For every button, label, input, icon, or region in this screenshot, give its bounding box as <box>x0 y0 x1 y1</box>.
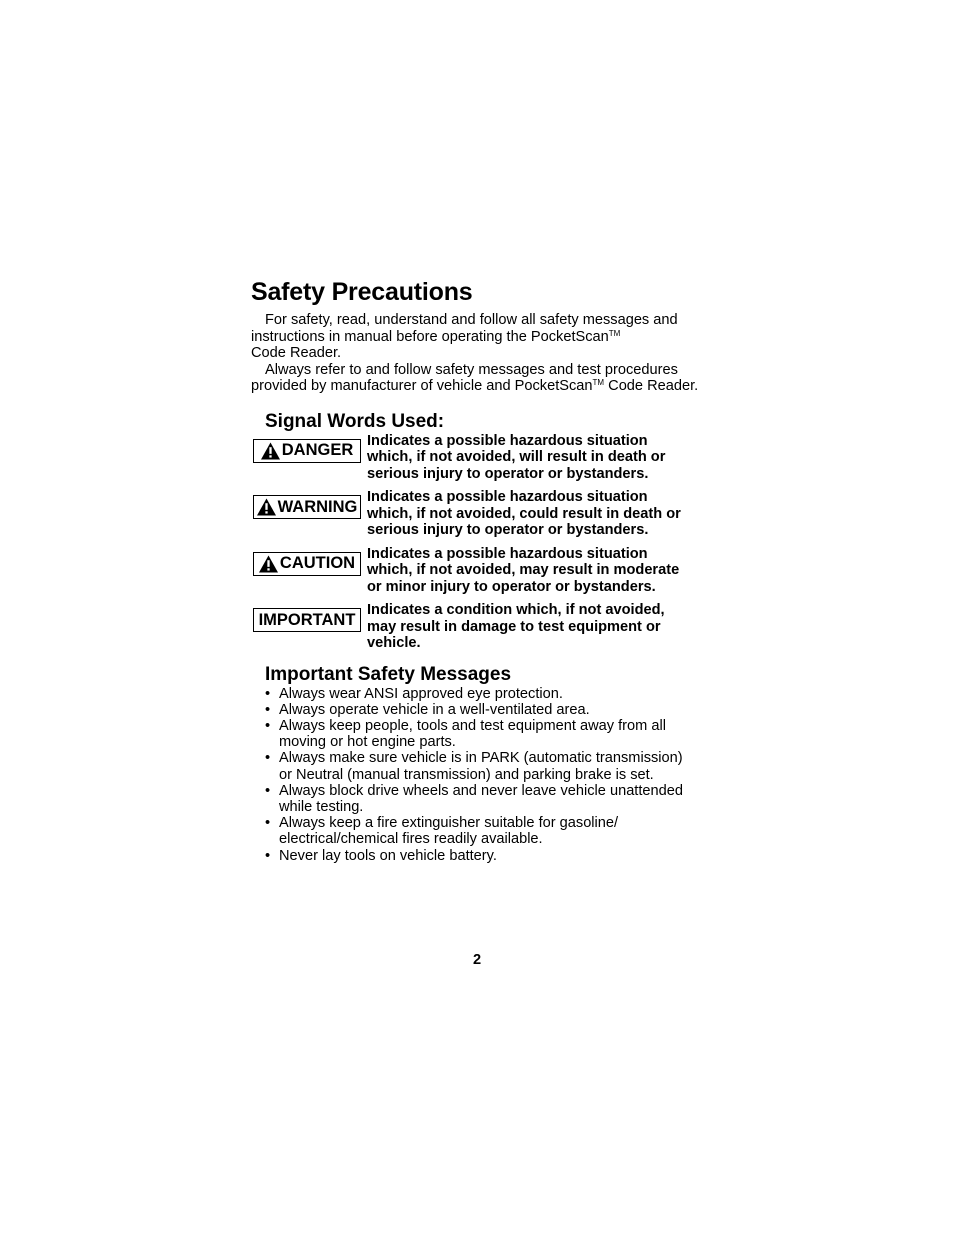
signal-row-warning <box>251 489 701 539</box>
important-label-box <box>253 608 361 632</box>
bullet: • <box>265 750 271 767</box>
trademark-mark: TM <box>608 328 621 338</box>
intro-paragraph-1: For safety, read, understand and follow all safety messages and instructions in manual before operating the PocketScan™ Code Reader. <box>251 312 678 361</box>
bullet: • <box>265 685 271 702</box>
safety-messages-list <box>251 686 701 864</box>
bullet: • <box>265 701 271 718</box>
bullet: • <box>265 847 271 864</box>
safety-messages-heading: Important Safety Messages <box>265 663 512 685</box>
signal-row-caution <box>251 546 701 596</box>
caution-label-box <box>253 552 361 576</box>
warning-triangle-icon <box>257 498 276 516</box>
list-item: • Never lay tools on vehicle battery. <box>265 847 497 864</box>
caution-label: CAUTION <box>279 554 356 572</box>
list-item: • Always operate vehicle in a well-ventilated area. <box>265 701 590 718</box>
page-title: Safety Precautions <box>251 278 473 306</box>
danger-label-box <box>253 439 361 463</box>
important-description: Indicates a condition which, if not avoided, may result in damage to test equipment or vehicle. <box>367 602 665 651</box>
list-item: • Always wear ANSI approved eye protection. <box>265 685 563 702</box>
list-item: • Always keep people, tools and test equipment away from all moving or hot engine parts. <box>265 717 666 751</box>
warning-triangle-icon <box>261 442 280 460</box>
bullet: • <box>265 717 271 734</box>
danger-label: DANGER <box>281 441 354 459</box>
signal-row-important <box>251 602 701 652</box>
list-item: • Always keep a fire extinguisher suitable for gasoline/ electrical/chemical fires readily available. <box>265 815 619 848</box>
list-item: • Always make sure vehicle is in PARK (automatic transmission) or Neutral (manual transmission) and parking brake is set. <box>265 750 683 783</box>
document-page <box>251 277 701 864</box>
intro-paragraph-2: Always refer to and follow safety messages and test procedures provided by manufacturer of vehicle and PocketScan™ Code Reader. <box>251 361 699 394</box>
caution-description: Indicates a possible hazardous situation which, if not avoided, may result in moderate or minor injury to operator or bystanders. <box>367 545 680 595</box>
warning-description: Indicates a possible hazardous situation which, if not avoided, could result in death or serious injury to operator or bystanders. <box>367 489 681 538</box>
warning-label-box <box>253 495 361 519</box>
warning-triangle-icon <box>259 555 278 573</box>
bullet: • <box>265 782 271 799</box>
signal-row-danger <box>251 433 701 483</box>
signal-words-heading: Signal Words Used: <box>265 410 445 432</box>
important-label: IMPORTANT <box>258 610 356 629</box>
page-number: 2 <box>472 952 482 968</box>
danger-description: Indicates a possible hazardous situation which, if not avoided, will result in death or serious injury to operator or bystanders. <box>367 432 666 482</box>
warning-label: WARNING <box>277 497 358 516</box>
list-item: • Always block drive wheels and never leave vehicle unattended while testing. <box>265 782 684 815</box>
signal-words-list <box>251 433 701 652</box>
bullet: • <box>265 815 271 832</box>
trademark-mark: TM <box>592 378 605 387</box>
